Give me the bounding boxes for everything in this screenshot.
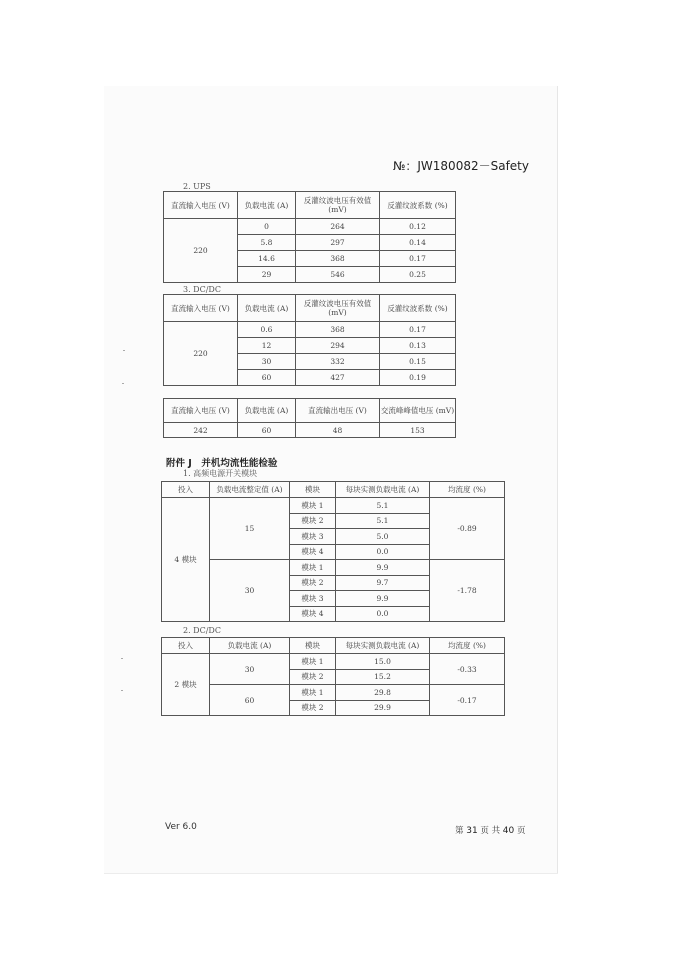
cell-input-voltage: 242 — [164, 423, 238, 438]
header-ripple-coefficient: 反灌纹波系数 (%) — [380, 192, 456, 219]
dcdc-current-sharing-table — [161, 637, 505, 716]
cell-measured-current: 29.8 — [336, 685, 430, 701]
cell-ripple-voltage: 546 — [296, 267, 380, 283]
cell-module: 模块 4 — [290, 544, 336, 560]
header-input: 投入 — [162, 482, 210, 498]
cell-input: 2 模块 — [162, 654, 210, 716]
header-measured-current: 每块实测负载电流 (A) — [336, 638, 430, 654]
scan-speck — [121, 658, 123, 659]
header-ac-peak-voltage: 交流峰峰值电压 (mV) — [380, 399, 456, 423]
cell-load-current: 60 — [210, 685, 290, 716]
cell-measured-current: 5.1 — [336, 513, 430, 529]
header-input-voltage: 直流输入电压 (V) — [164, 399, 238, 423]
header-module: 模块 — [290, 482, 336, 498]
cell-load-current: 14.6 — [238, 251, 296, 267]
cell-load-current: 60 — [238, 370, 296, 386]
page-total: 40 — [502, 826, 515, 836]
cell-load-current: 30 — [238, 354, 296, 370]
cell-ripple-voltage: 297 — [296, 235, 380, 251]
header-load-current: 负载电流 (A) — [238, 295, 296, 322]
cell-ripple-voltage: 368 — [296, 322, 380, 338]
sheet-edge-bottom — [104, 873, 558, 874]
header-ripple-voltage: 反灌纹波电压有效值 (mV) — [296, 295, 380, 322]
header-load-current: 负载电流 (A) — [210, 638, 290, 654]
cell-module: 模块 1 — [290, 654, 336, 670]
cell-module: 模块 1 — [290, 685, 336, 701]
cell-ripple-voltage: 264 — [296, 219, 380, 235]
cell-input: 4 模块 — [162, 498, 210, 622]
header-measured-current: 每块实测负载电流 (A) — [336, 482, 430, 498]
header-current-setting: 负载电流整定值 (A) — [210, 482, 290, 498]
header-module: 模块 — [290, 638, 336, 654]
cell-module: 模块 4 — [290, 606, 336, 622]
cell-ripple-voltage: 368 — [296, 251, 380, 267]
header-balance: 均流度 (%) — [430, 638, 505, 654]
cell-input-voltage: 220 — [164, 219, 238, 283]
scan-speck — [123, 350, 125, 351]
cell-load-current: 5.8 — [238, 235, 296, 251]
cell-measured-current: 29.9 — [336, 700, 430, 716]
cell-balance: -0.17 — [430, 685, 505, 716]
cell-balance: -1.78 — [430, 560, 505, 622]
section-ups-title: 2. UPS — [183, 182, 211, 191]
cell-measured-current: 9.9 — [336, 560, 430, 576]
cell-balance: -0.89 — [430, 498, 505, 560]
header-balance: 均流度 (%) — [430, 482, 505, 498]
header-ripple-voltage: 反灌纹波电压有效值 (mV) — [296, 192, 380, 219]
cell-load-current: 29 — [238, 267, 296, 283]
cell-module: 模块 2 — [290, 513, 336, 529]
output-ripple-table — [163, 398, 456, 438]
header-ripple-coefficient: 反灌纹波系数 (%) — [380, 295, 456, 322]
cell-load-current: 30 — [210, 654, 290, 685]
section-dcdc-title: 3. DC/DC — [183, 285, 221, 294]
cell-load-current: 0 — [238, 219, 296, 235]
cell-module: 模块 3 — [290, 591, 336, 607]
cell-ripple-coefficient: 0.13 — [380, 338, 456, 354]
sheet-edge-right — [557, 86, 558, 874]
header-input-voltage: 直流输入电压 (V) — [164, 295, 238, 322]
section-dcdc2-title: 2. DC/DC — [183, 626, 221, 635]
cell-load-current: 12 — [238, 338, 296, 354]
cell-module: 模块 1 — [290, 498, 336, 514]
cell-module: 模块 2 — [290, 700, 336, 716]
cell-measured-current: 15.0 — [336, 654, 430, 670]
cell-current-setting: 15 — [210, 498, 290, 560]
annex-title: 附件 J 并机均流性能检验 — [166, 458, 278, 469]
cell-measured-current: 0.0 — [336, 606, 430, 622]
cell-balance: -0.33 — [430, 654, 505, 685]
cell-module: 模块 1 — [290, 560, 336, 576]
cell-ripple-coefficient: 0.17 — [380, 251, 456, 267]
cell-current-setting: 30 — [210, 560, 290, 622]
cell-measured-current: 9.9 — [336, 591, 430, 607]
version-label: Ver 6.0 — [165, 822, 197, 832]
header-input: 投入 — [162, 638, 210, 654]
page-middle: 页 共 — [480, 826, 501, 836]
cell-load-current: 60 — [238, 423, 296, 438]
cell-ripple-coefficient: 0.19 — [380, 370, 456, 386]
cell-output-voltage: 48 — [296, 423, 380, 438]
cell-ripple-voltage: 427 — [296, 370, 380, 386]
cell-measured-current: 15.2 — [336, 669, 430, 685]
section-hf-title: 1. 高频电源开关模块 — [183, 469, 258, 478]
header-load-current: 负载电流 (A) — [238, 192, 296, 219]
cell-ripple-voltage: 332 — [296, 354, 380, 370]
cell-measured-current: 9.7 — [336, 575, 430, 591]
cell-ripple-coefficient: 0.14 — [380, 235, 456, 251]
cell-ac-peak-voltage: 153 — [380, 423, 456, 438]
document-number: №：JW180082－Safety — [392, 159, 529, 173]
cell-ripple-coefficient: 0.25 — [380, 267, 456, 283]
scan-speck — [122, 383, 124, 384]
header-output-voltage: 直流输出电压 (V) — [296, 399, 380, 423]
scan-speck — [121, 690, 123, 691]
cell-module: 模块 2 — [290, 669, 336, 685]
page-number — [455, 824, 525, 836]
page-prefix: 第 — [455, 826, 464, 836]
cell-ripple-voltage: 294 — [296, 338, 380, 354]
cell-measured-current: 0.0 — [336, 544, 430, 560]
cell-measured-current: 5.1 — [336, 498, 430, 514]
ups-ripple-table — [163, 191, 456, 283]
cell-load-current: 0.6 — [238, 322, 296, 338]
cell-ripple-coefficient: 0.15 — [380, 354, 456, 370]
page-suffix: 页 — [516, 826, 526, 836]
cell-input-voltage: 220 — [164, 322, 238, 386]
cell-ripple-coefficient: 0.12 — [380, 219, 456, 235]
cell-ripple-coefficient: 0.17 — [380, 322, 456, 338]
hf-current-sharing-table — [161, 481, 505, 622]
cell-module: 模块 2 — [290, 575, 336, 591]
cell-measured-current: 5.0 — [336, 529, 430, 545]
page-current: 31 — [466, 826, 478, 836]
dcdc-ripple-table — [163, 294, 456, 386]
header-load-current: 负载电流 (A) — [238, 399, 296, 423]
header-input-voltage: 直流输入电压 (V) — [164, 192, 238, 219]
cell-module: 模块 3 — [290, 529, 336, 545]
